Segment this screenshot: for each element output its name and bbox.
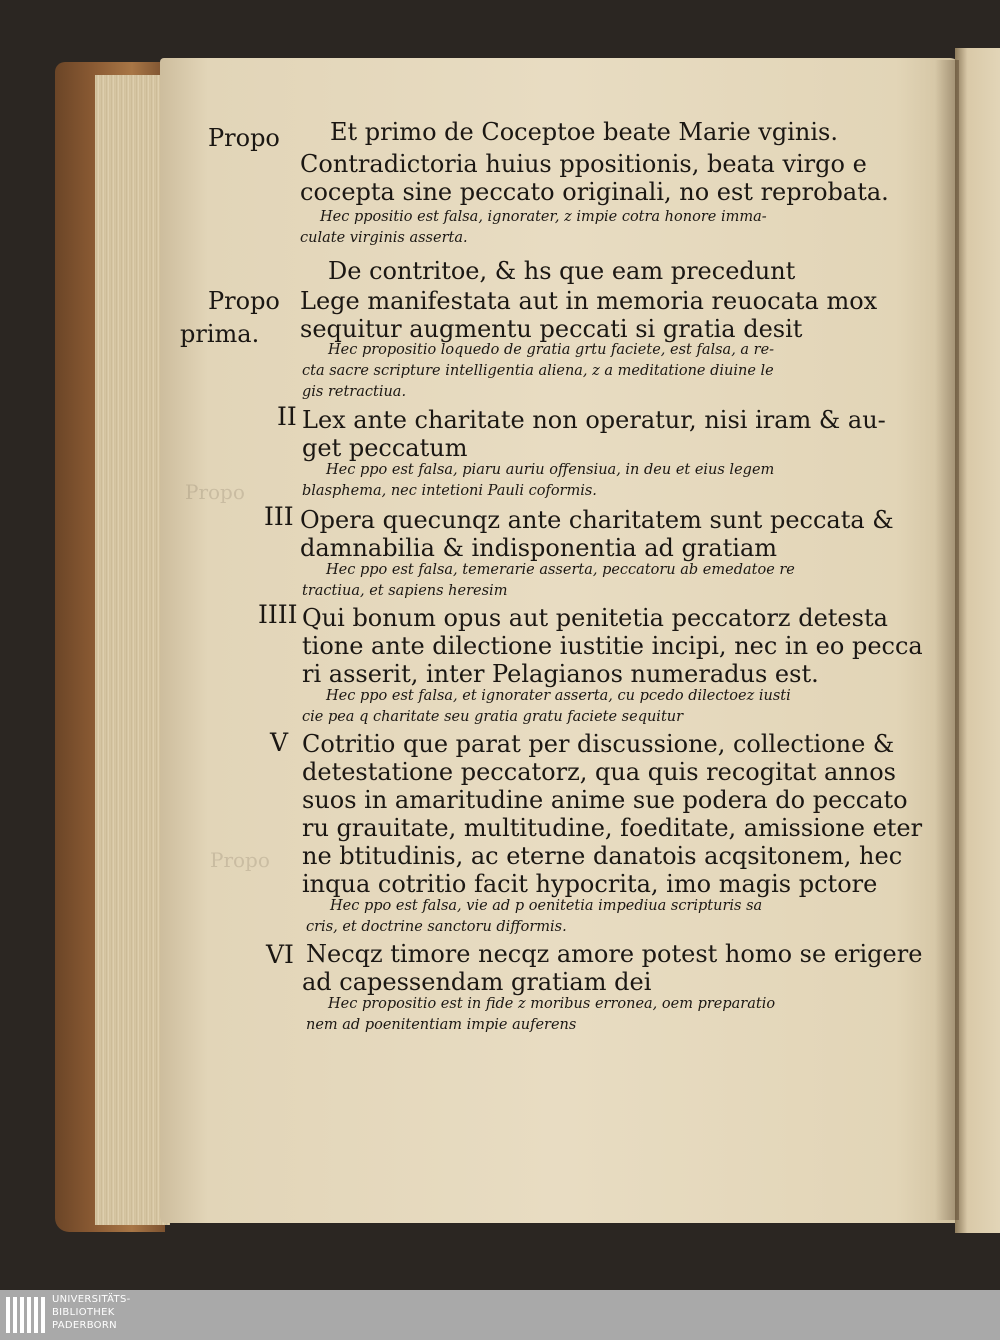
- proposition-number: VI: [266, 940, 294, 969]
- gloss-line: nem ad poenitentiam impie auferens: [306, 1017, 577, 1033]
- text-line: Contradictoria huius ppositionis, beata virgo e: [300, 150, 867, 178]
- gloss-line: Hec ppo est falsa, piaru auriu offensiua, in deu et eius legem: [326, 462, 775, 478]
- text-line: get peccatum: [302, 434, 468, 462]
- proposition-number: II: [277, 402, 297, 431]
- library-logo-icon: [6, 1297, 46, 1333]
- text-line: Cotritio que parat per discussione, collectione &: [302, 730, 895, 758]
- text-line: detestatione peccatorz, qua quis recogitat annos: [302, 758, 896, 786]
- gloss-line: Hec propositio loquedo de gratia grtu faciete, est falsa, a re-: [328, 342, 775, 358]
- text-line: damnabilia & indisponentia ad gratiam: [300, 534, 778, 562]
- facing-page-edge: [955, 48, 1000, 1233]
- section-heading: De contritoe, & hs que eam precedunt: [328, 257, 796, 285]
- gutter-shadow: [935, 60, 959, 1220]
- gloss-line: cta sacre scripture intelligentia aliena, z a meditatione diuine le: [302, 363, 774, 379]
- text-line: ri asserit, inter Pelagianos numeradus est.: [302, 660, 819, 688]
- margin-label-propo: Propo: [208, 124, 280, 152]
- margin-label-prima: prima.: [180, 320, 260, 348]
- margin-label-propo: Propo: [208, 287, 280, 315]
- text-line: Opera quecunqz ante charitatem sunt peccata &: [300, 506, 894, 534]
- bleed-through-text: Propo: [210, 848, 270, 872]
- text-line: Lex ante charitate non operatur, nisi iram & au-: [302, 406, 886, 434]
- text-line: ad capessendam gratiam dei: [302, 968, 652, 996]
- gloss-line: blasphema, nec intetioni Pauli coformis.: [302, 483, 597, 499]
- library-name-line: UNIVERSITÄTS-: [52, 1294, 131, 1305]
- gloss-line: tractiua, et sapiens heresim: [302, 583, 508, 599]
- gloss-line: Hec ppo est falsa, et ignorater asserta, cu pcedo dilectoez iusti: [326, 688, 791, 704]
- text-line: Necqz timore necqz amore potest homo se erigere: [306, 940, 923, 968]
- library-footer-bar: [0, 1290, 1000, 1340]
- section-heading: Et primo de Coceptoe beate Marie vginis.: [330, 118, 838, 146]
- text-line: sequitur augmentu peccati si gratia desit: [300, 315, 803, 343]
- proposition-number: IIII: [258, 600, 298, 629]
- text-line: Lege manifestata aut in memoria reuocata mox: [300, 287, 878, 315]
- gloss-line: culate virginis asserta.: [300, 230, 468, 246]
- text-line: tione ante dilectione iustitie incipi, nec in eo pecca: [302, 632, 923, 660]
- gloss-line: cris, et doctrine sanctoru difformis.: [306, 919, 567, 935]
- proposition-number: III: [264, 502, 294, 531]
- library-name-line: BIBLIOTHEK: [52, 1307, 115, 1318]
- text-line: suos in amaritudine anime sue podera do peccato: [302, 786, 908, 814]
- text-line: ru grauitate, multitudine, foeditate, amissione eter: [302, 814, 923, 842]
- gloss-line: Hec ppo est falsa, vie ad p oenitetia impediua scripturis sa: [330, 898, 763, 914]
- text-line: cocepta sine peccato originali, no est reprobata.: [300, 178, 889, 206]
- bleed-through-text: Propo: [185, 480, 245, 504]
- gloss-line: Hec ppo est falsa, temerarie asserta, peccatoru ab emedatoe re: [326, 562, 795, 578]
- gloss-line: gis retractiua.: [302, 384, 407, 400]
- text-line: Qui bonum opus aut penitetia peccatorz detesta: [302, 604, 888, 632]
- text-line: ne btitudinis, ac eterne danatois acqsitonem, hec: [302, 842, 903, 870]
- proposition-number: V: [270, 728, 289, 757]
- text-line: inqua cotritio facit hypocrita, imo magis pctore: [302, 870, 878, 898]
- page-fore-edge: [95, 75, 170, 1225]
- gloss-line: Hec ppositio est falsa, ignorater, z impie cotra honore imma-: [320, 209, 767, 225]
- gloss-line: Hec propositio est in fide z moribus erronea, oem preparatio: [328, 996, 776, 1012]
- gloss-line: cie pea q charitate seu gratia gratu faciete sequitur: [302, 709, 684, 725]
- library-name-line: PADERBORN: [52, 1320, 117, 1331]
